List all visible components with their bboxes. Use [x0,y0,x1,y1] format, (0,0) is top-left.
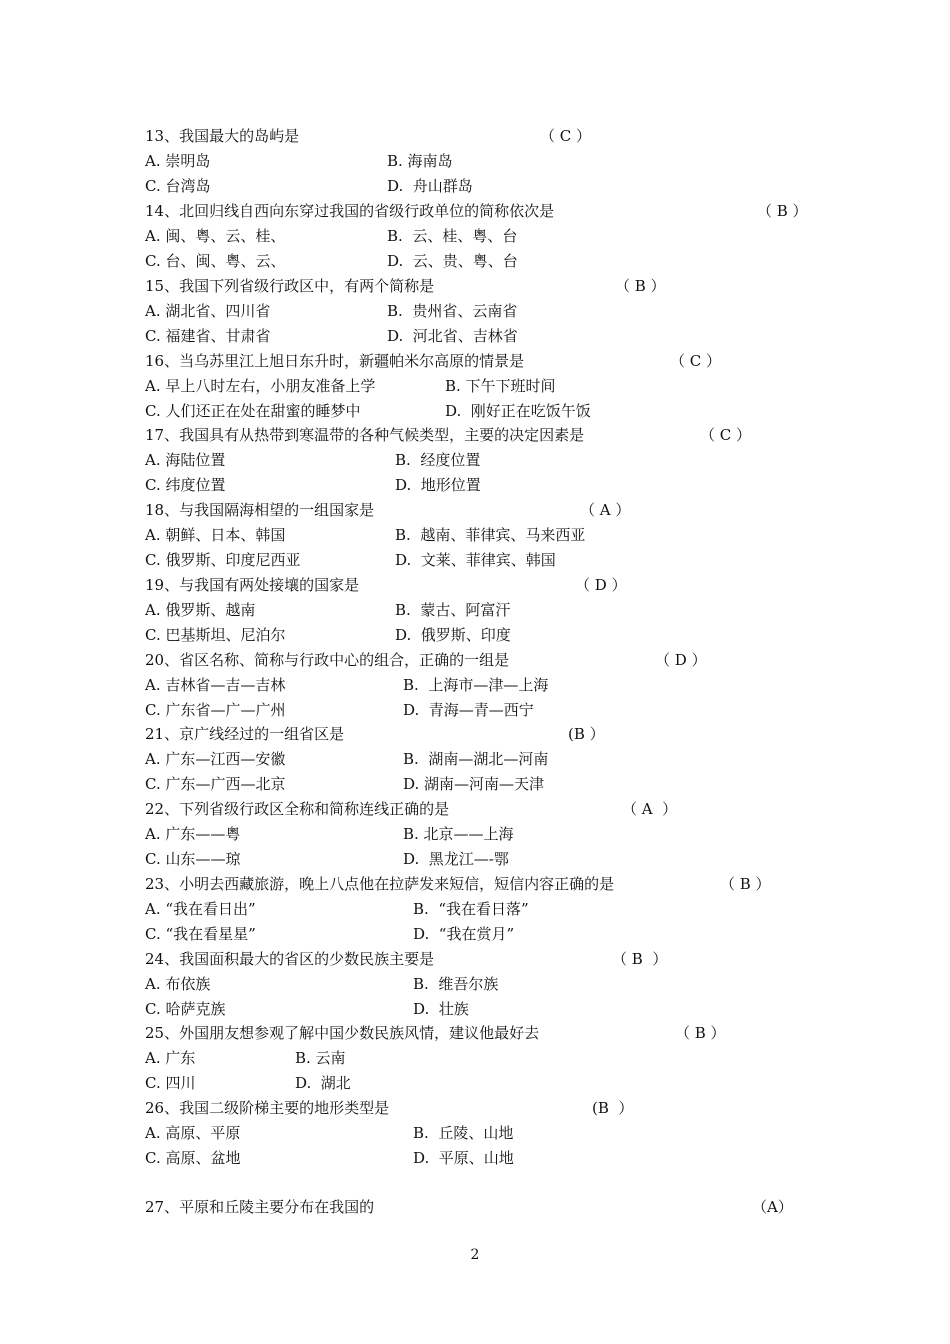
option-c: C. 福建省、甘肃省 [145,327,271,345]
option-b: B. 下午下班时间 [445,377,556,395]
option-d: D. 俄罗斯、印度 [395,626,511,644]
answer-mark: （ D ） [655,651,707,669]
question-stem: 18、与我国隔海相望的一组国家是 [145,501,375,519]
option-b: B. 湖南—湖北—河南 [403,750,549,768]
option-c: C. 俄罗斯、印度尼西亚 [145,551,301,569]
answer-mark: （ C ） [540,127,592,145]
answer-mark: (B ） [568,725,605,743]
question-stem: 22、下列省级行政区全称和简称连线正确的是 [145,800,450,818]
option-c: C. 高原、盆地 [145,1149,241,1167]
option-a: A. 海陆位置 [145,451,226,469]
option-b: B. 经度位置 [395,451,481,469]
option-b: B. 云南 [295,1049,346,1067]
option-b: B. 海南岛 [387,152,453,170]
answer-mark: (B ） [592,1099,634,1117]
option-a: A. 布依族 [145,975,211,993]
answer-mark: （ B ） [615,277,666,295]
option-a: A. 广东—江西—安徽 [145,750,286,768]
option-b: B. 丘陵、山地 [413,1124,514,1142]
option-b: B. 云、桂、粤、台 [387,227,518,245]
option-c: C. 四川 [145,1074,196,1092]
question-stem: 13、我国最大的岛屿是 [145,127,300,145]
option-b: B. 维吾尔族 [413,975,499,993]
answer-mark: （A） [752,1198,793,1216]
question-stem: 23、小明去西藏旅游，晚上八点他在拉萨发来短信，短信内容正确的是 [145,875,615,893]
option-a: A. 朝鲜、日本、韩国 [145,526,286,544]
question-stem: 27、平原和丘陵主要分布在我国的 [145,1198,375,1216]
option-d: D. 文莱、菲律宾、韩国 [395,551,556,569]
option-d: D. 刚好正在吃饭午饭 [445,402,591,420]
answer-mark: （ B ） [720,875,771,893]
option-d: D. 壮族 [413,1000,469,1018]
option-a: A. 早上八时左右，小朋友准备上学 [145,377,376,395]
option-a: A. 广东 [145,1049,196,1067]
option-a: A. 闽、粤、云、桂、 [145,227,286,245]
option-b: B. 上海市—津—上海 [403,676,549,694]
option-c: C. 山东——琼 [145,850,241,868]
answer-mark: （ A ） [622,800,678,818]
option-b: B. 北京——上海 [403,825,514,843]
option-c: C. 人们还正在处在甜蜜的睡梦中 [145,402,361,420]
option-c: C. 广东省—广—广州 [145,701,286,719]
option-a: A. 湖北省、四川省 [145,302,271,320]
option-c: C. 哈萨克族 [145,1000,226,1018]
question-stem: 19、与我国有两处接壤的国家是 [145,576,360,594]
answer-mark: （ A ） [580,501,631,519]
question-stem: 21、京广线经过的一组省区是 [145,725,345,743]
option-d: D. 云、贵、粤、台 [387,252,518,270]
option-a: A. “我在看日出” [145,900,256,918]
option-d: D. 舟山群岛 [387,177,473,195]
question-stem: 24、我国面积最大的省区的少数民族主要是 [145,950,435,968]
option-d: D. 地形位置 [395,476,481,494]
page-number: 2 [470,1247,480,1263]
option-d: D. 黑龙江—-鄂 [403,850,509,868]
option-d: D. “我在赏月” [413,925,515,943]
option-c: C. 巴基斯坦、尼泊尔 [145,626,286,644]
option-b: B. “我在看日落” [413,900,529,918]
option-d: D. 河北省、吉林省 [387,327,518,345]
option-d: D. 湖南—河南—天津 [403,775,545,793]
option-a: A. 吉林省—吉—吉林 [145,676,286,694]
option-a: A. 高原、平原 [145,1124,241,1142]
answer-mark: （ C ） [670,352,722,370]
question-stem: 26、我国二级阶梯主要的地形类型是 [145,1099,390,1117]
option-a: A. 广东——粤 [145,825,241,843]
option-c: C. 纬度位置 [145,476,226,494]
option-d: D. 平原、山地 [413,1149,514,1167]
option-d: D. 湖北 [295,1074,351,1092]
answer-mark: （ B ） [675,1024,726,1042]
option-b: B. 贵州省、云南省 [387,302,518,320]
answer-mark: （ C ） [700,426,752,444]
option-b: B. 越南、菲律宾、马来西亚 [395,526,586,544]
option-c: C. 台湾岛 [145,177,211,195]
option-c: C. “我在看星星” [145,925,256,943]
option-c: C. 广东—广西—北京 [145,775,286,793]
question-stem: 15、我国下列省级行政区中，有两个简称是 [145,277,435,295]
question-stem: 25、外国朋友想参观了解中国少数民族风情，建议他最好去 [145,1024,540,1042]
question-stem: 20、省区名称、简称与行政中心的组合，正确的一组是 [145,651,510,669]
answer-mark: （ D ） [575,576,627,594]
question-stem: 14、北回归线自西向东穿过我国的省级行政单位的简称依次是 [145,202,555,220]
option-c: C. 台、闽、粤、云、 [145,252,286,270]
question-stem: 16、当乌苏里江上旭日东升时，新疆帕米尔高原的情景是 [145,352,525,370]
answer-mark: （ B ） [757,202,808,220]
option-a: A. 崇明岛 [145,152,211,170]
question-stem: 17、我国具有从热带到寒温带的各种气候类型，主要的决定因素是 [145,426,585,444]
answer-mark: （ B ） [612,950,668,968]
option-d: D. 青海—青—西宁 [403,701,534,719]
option-a: A. 俄罗斯、越南 [145,601,256,619]
option-b: B. 蒙古、阿富汗 [395,601,511,619]
